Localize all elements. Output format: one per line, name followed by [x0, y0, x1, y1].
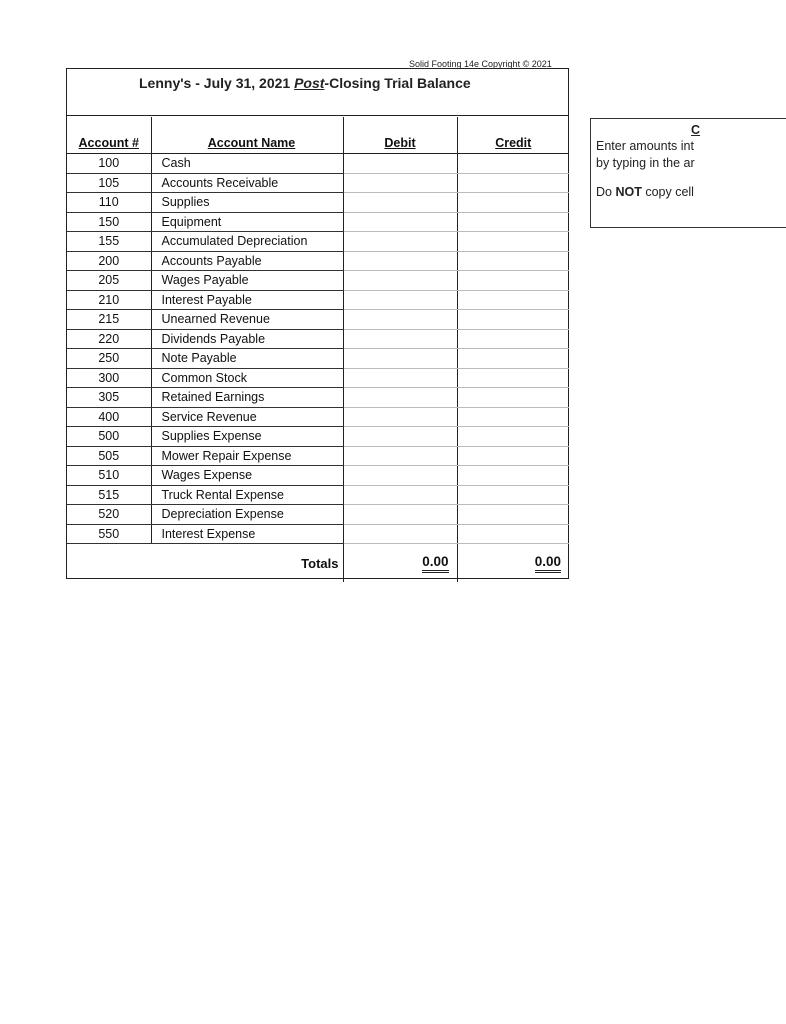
totals-label: Totals	[151, 544, 343, 583]
account-number: 500	[67, 427, 151, 447]
account-name: Unearned Revenue	[151, 310, 343, 330]
account-number: 150	[67, 212, 151, 232]
credit-input-cell[interactable]	[457, 446, 569, 466]
account-number: 510	[67, 466, 151, 486]
account-name: Interest Payable	[151, 290, 343, 310]
credit-input-cell[interactable]	[457, 388, 569, 408]
page-title: Lenny's - July 31, 2021 Post-Closing Trial Balance	[139, 75, 471, 91]
account-number: 300	[67, 368, 151, 388]
account-number: 200	[67, 251, 151, 271]
copyright-notice: Solid Footing 14e Copyright © 2021	[409, 59, 552, 69]
trial-balance-table	[67, 117, 569, 582]
credit-input-cell[interactable]	[457, 466, 569, 486]
table-row	[67, 232, 569, 252]
debit-input-cell[interactable]	[343, 193, 457, 213]
account-name: Depreciation Expense	[151, 505, 343, 525]
total-debit-cell	[343, 544, 457, 583]
account-name: Service Revenue	[151, 407, 343, 427]
credit-input-cell[interactable]	[457, 349, 569, 369]
table-row	[67, 271, 569, 291]
debit-input-cell[interactable]	[343, 290, 457, 310]
account-number: 205	[67, 271, 151, 291]
account-name: Wages Expense	[151, 466, 343, 486]
credit-input-cell[interactable]	[457, 271, 569, 291]
debit-input-cell[interactable]	[343, 251, 457, 271]
credit-input-cell[interactable]	[457, 290, 569, 310]
account-name: Wages Payable	[151, 271, 343, 291]
header-row	[67, 117, 569, 154]
credit-input-cell[interactable]	[457, 310, 569, 330]
debit-input-cell[interactable]	[343, 232, 457, 252]
column-header-account-name: Account Name	[151, 117, 343, 154]
credit-input-cell[interactable]	[457, 524, 569, 544]
table-row	[67, 154, 569, 174]
totals-spacer	[67, 544, 151, 583]
account-name: Interest Expense	[151, 524, 343, 544]
account-name: Supplies	[151, 193, 343, 213]
debit-input-cell[interactable]	[343, 446, 457, 466]
credit-input-cell[interactable]	[457, 368, 569, 388]
credit-input-cell[interactable]	[457, 427, 569, 447]
account-number: 100	[67, 154, 151, 174]
table-row	[67, 466, 569, 486]
table-row	[67, 310, 569, 330]
account-number: 210	[67, 290, 151, 310]
account-name: Note Payable	[151, 349, 343, 369]
debit-input-cell[interactable]	[343, 388, 457, 408]
account-number: 155	[67, 232, 151, 252]
title-divider	[67, 115, 569, 116]
account-number: 505	[67, 446, 151, 466]
instructions-heading: C	[691, 123, 701, 137]
debit-input-cell[interactable]	[343, 407, 457, 427]
credit-input-cell[interactable]	[457, 212, 569, 232]
debit-input-cell[interactable]	[343, 524, 457, 544]
account-number: 220	[67, 329, 151, 349]
account-number: 105	[67, 173, 151, 193]
credit-input-cell[interactable]	[457, 154, 569, 174]
total-debit-value: 0.00	[422, 554, 448, 573]
account-number: 250	[67, 349, 151, 369]
account-name: Cash	[151, 154, 343, 174]
account-number: 215	[67, 310, 151, 330]
column-header-credit: Credit	[457, 117, 569, 154]
account-name: Equipment	[151, 212, 343, 232]
account-name: Common Stock	[151, 368, 343, 388]
instructions-line-1: Enter amounts int	[596, 139, 694, 153]
credit-input-cell[interactable]	[457, 232, 569, 252]
table-row	[67, 524, 569, 544]
debit-input-cell[interactable]	[343, 329, 457, 349]
credit-input-cell[interactable]	[457, 251, 569, 271]
column-header-account-num: Account #	[67, 117, 151, 154]
table-row	[67, 407, 569, 427]
table-row	[67, 173, 569, 193]
debit-input-cell[interactable]	[343, 368, 457, 388]
debit-input-cell[interactable]	[343, 349, 457, 369]
table-row	[67, 349, 569, 369]
account-name: Accounts Receivable	[151, 173, 343, 193]
debit-input-cell[interactable]	[343, 310, 457, 330]
account-name: Supplies Expense	[151, 427, 343, 447]
totals-row	[67, 544, 569, 583]
account-name: Mower Repair Expense	[151, 446, 343, 466]
instructions-line-3: Do NOT copy cell	[596, 185, 694, 199]
table-row	[67, 505, 569, 525]
table-row	[67, 290, 569, 310]
instructions-panel	[590, 118, 786, 228]
column-header-debit: Debit	[343, 117, 457, 154]
account-name: Dividends Payable	[151, 329, 343, 349]
account-name: Accumulated Depreciation	[151, 232, 343, 252]
account-number: 550	[67, 524, 151, 544]
title-post-emphasis: Post	[294, 75, 325, 91]
credit-input-cell[interactable]	[457, 485, 569, 505]
debit-input-cell[interactable]	[343, 485, 457, 505]
instructions-line-2: by typing in the ar	[596, 156, 695, 170]
account-number: 520	[67, 505, 151, 525]
credit-input-cell[interactable]	[457, 173, 569, 193]
debit-input-cell[interactable]	[343, 505, 457, 525]
debit-input-cell[interactable]	[343, 271, 457, 291]
total-credit-value: 0.00	[535, 554, 561, 573]
debit-input-cell[interactable]	[343, 154, 457, 174]
debit-input-cell[interactable]	[343, 173, 457, 193]
total-credit-cell	[457, 544, 569, 583]
table-row	[67, 427, 569, 447]
trial-balance-sheet	[66, 68, 569, 579]
debit-input-cell[interactable]	[343, 466, 457, 486]
account-name: Truck Rental Expense	[151, 485, 343, 505]
table-row	[67, 193, 569, 213]
debit-input-cell[interactable]	[343, 212, 457, 232]
account-number: 400	[67, 407, 151, 427]
table-row	[67, 212, 569, 232]
account-number: 305	[67, 388, 151, 408]
credit-input-cell[interactable]	[457, 193, 569, 213]
table-row	[67, 329, 569, 349]
account-name: Retained Earnings	[151, 388, 343, 408]
credit-input-cell[interactable]	[457, 329, 569, 349]
table-row	[67, 446, 569, 466]
table-row	[67, 251, 569, 271]
account-number: 110	[67, 193, 151, 213]
account-number: 515	[67, 485, 151, 505]
credit-input-cell[interactable]	[457, 505, 569, 525]
table-row	[67, 388, 569, 408]
debit-input-cell[interactable]	[343, 427, 457, 447]
table-row	[67, 485, 569, 505]
table-row	[67, 368, 569, 388]
account-name: Accounts Payable	[151, 251, 343, 271]
credit-input-cell[interactable]	[457, 407, 569, 427]
